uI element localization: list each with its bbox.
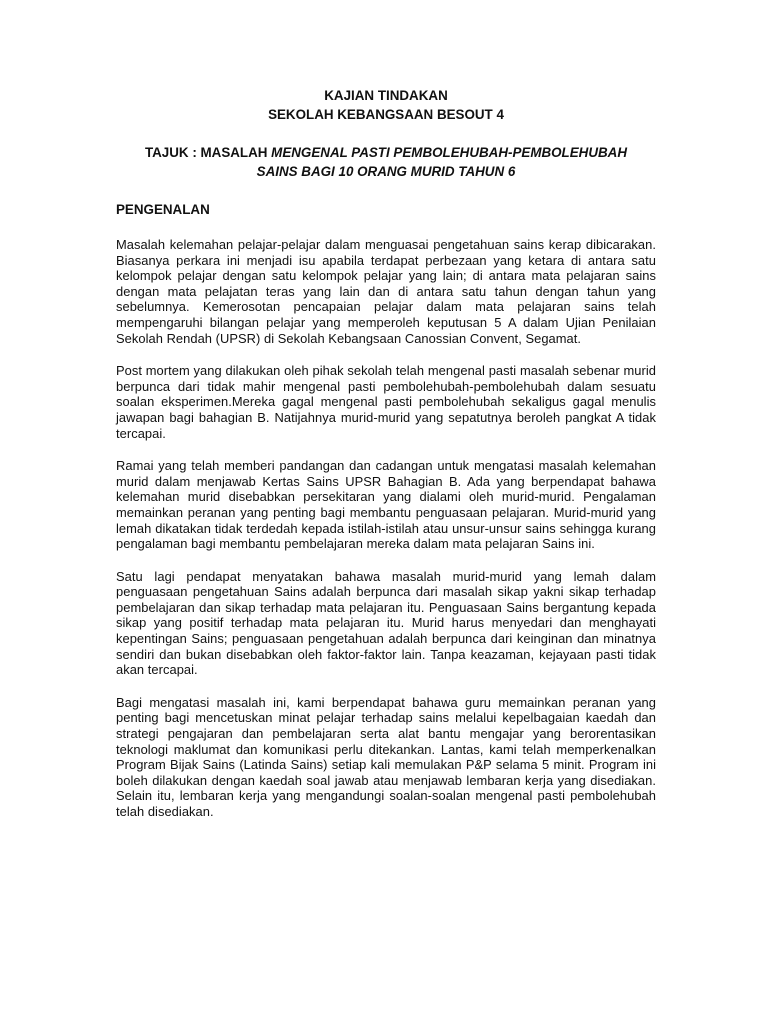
paragraph-3: Ramai yang telah memberi pandangan dan cadangan untuk mengatasi masalah kelemahan murid dalam menjawab Kertas Sains UPSR Bahagian B. Ada yang berpendapat bahawa kelemahan murid disebabkan persekitaran yang dialami oleh murid-murid. Pengalaman memainkan peranan yang penting bagi membantu penguasaan pelajaran. Murid-murid yang lemah dikatakan tidak terdedah kepada istilah-istilah atau unsur-unsur sains sehingga kurang pengalaman bagi membantu pembelajaran mereka dalam mata pelajaran Sains ini. (116, 458, 656, 552)
tajuk-line-1 (116, 143, 656, 162)
tajuk-italic-2: SAINS BAGI 10 ORANG MURID TAHUN 6 (256, 164, 516, 179)
tajuk-title (116, 143, 656, 181)
paragraph-2: Post mortem yang dilakukan oleh pihak sekolah telah mengenal pasti masalah sebenar murid berpunca dari tidak mahir mengenal pasti pembolehubah-pembolehubah dalam sesuatu soalan eksperimen.Mereka gagal mengenal pasti pembolehubah sekaligus gagal menulis jawapan bagi bahagian B. Natijahnya murid-murid yang sepatutnya beroleh pangkat A tidak tercapai. (116, 363, 656, 441)
paragraph-4: Satu lagi pendapat menyatakan bahawa masalah murid-murid yang lemah dalam penguasaan pengetahuan Sains adalah berpunca dari masalah sikap yakni sikap terhadap pembelajaran dan sikap terhadap mata pelajaran itu. Penguasaan Sains bergantung kepada sikap yang positif terhadap mata pelajaran itu. Murid harus menyedari dan menghayati kepentingan Sains; penguasaan pengetahuan adalah berpunca dari keinginan dan minatnya sendiri dan bukan disebabkan oleh faktor-faktor lain. Tanpa keazaman, kejayaan pasti tidak akan tercapai. (116, 568, 656, 678)
header-title: KAJIAN TINDAKAN (324, 88, 448, 103)
paragraph-5: Bagi mengatasi masalah ini, kami berpendapat bahawa guru memainkan peranan yang penting bagi mencetuskan minat pelajar terhadap sains melalui kepelbagaian kaedah dan strategi pengajaran dan pembelajaran serta alat bantu mengajar yang berorentasikan teknologi maklumat dan komunikasi perlu ditekankan. Lantas, kami telah memperkenalkan Program Bijak Sains (Latinda Sains) setiap kali memulakan P&P selama 5 minit. Program ini boleh dilakukan dengan kaedah soal jawab atau menjawab lembaran kerja yang disediakan. Selain itu, lembaran kerja yang mengandungi soalan-soalan mengenal pasti pembolehubah telah disediakan. (116, 694, 656, 819)
tajuk-prefix: TAJUK : MASALAH (144, 145, 272, 160)
section-heading: PENGENALAN (116, 202, 210, 217)
header-school-name: SEKOLAH KEBANGSAAN BESOUT 4 (268, 107, 504, 122)
document-header (116, 86, 656, 124)
paragraph-1: Masalah kelemahan pelajar-pelajar dalam menguasai pengetahuan sains kerap dibicarakan. Biasanya perkara ini menjadi isu apabila terdapat perbezaan yang ketara di antara satu kelompok pelajar dengan satu kelompok pelajar yang lain; di antara mata pelajaran sains dengan mata pelajatan teras yang lain dan di antara satu tahun dengan tahun yang sebelumnya. Kemerosotan pencapaian pelajar dalam mata pelajaran sains telah mempengaruhi bilangan pelajar yang memperoleh keputusan 5 A dalam Ujian Penilaian Sekolah Rendah (UPSR) di Sekolah Kebangsaan Canossian Convent, Segamat. (116, 237, 656, 346)
tajuk-italic-1: MENGENAL PASTI PEMBOLEHUBAH-PEMBOLEHUBAH (271, 145, 628, 160)
